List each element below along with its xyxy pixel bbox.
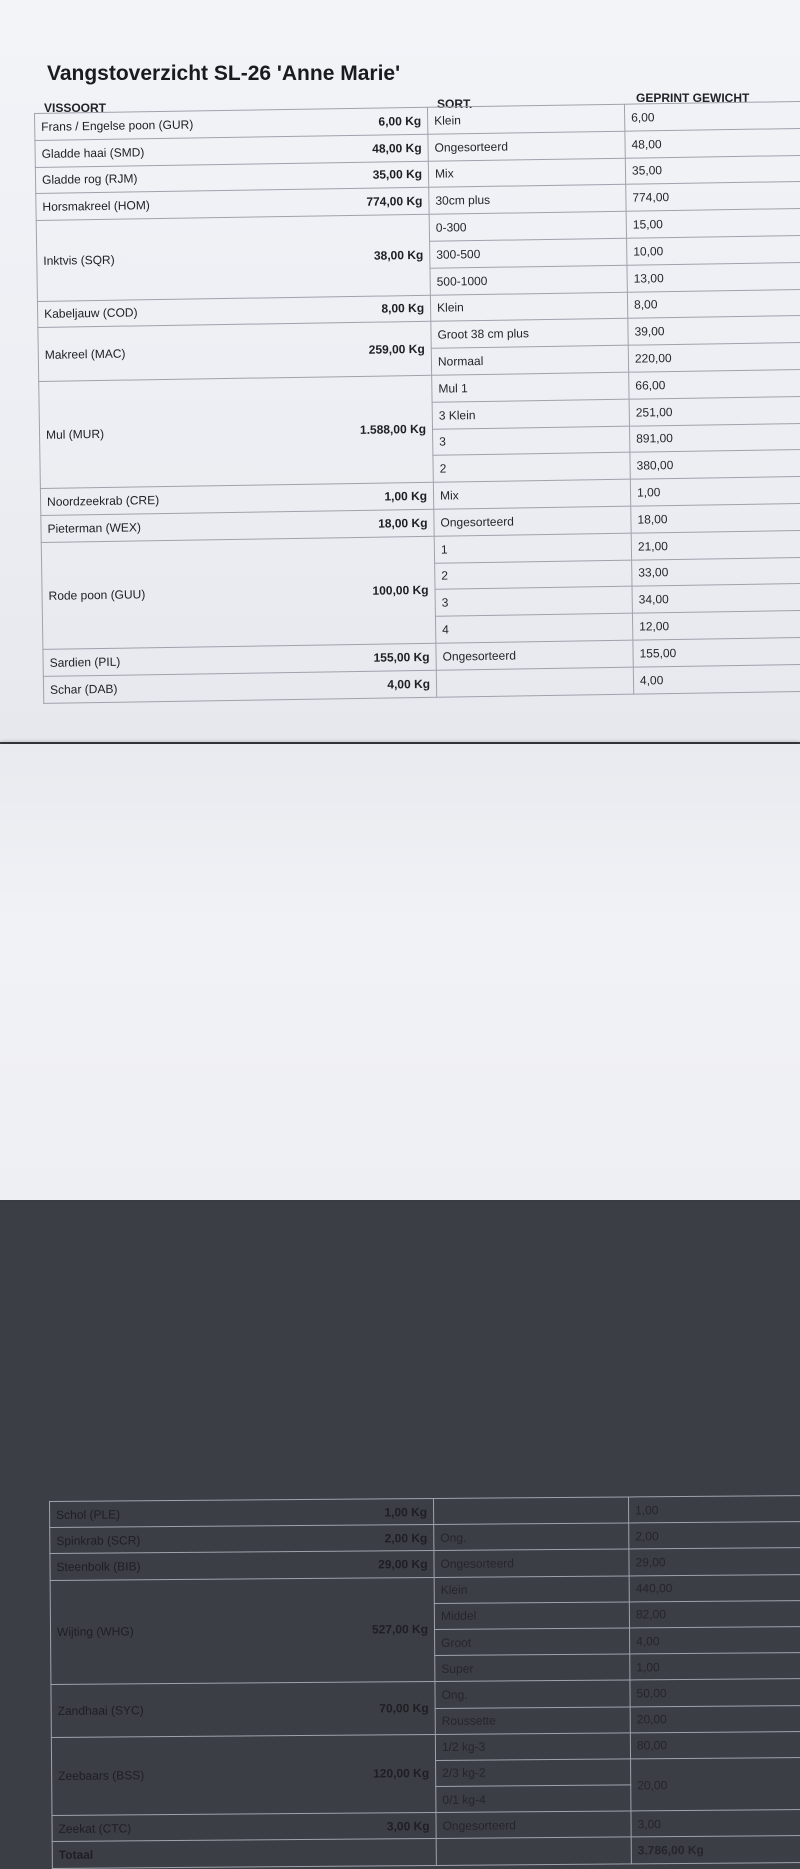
species-cell [51, 1682, 435, 1737]
printed-weight-cell: 15,00 [626, 208, 800, 238]
species-cell [50, 1525, 434, 1554]
printed-weight-cell: 50,00 [630, 1679, 800, 1707]
species-total-weight: 1.588,00 Kg [359, 421, 427, 437]
printed-weight-cell: 3,00 [631, 1810, 800, 1838]
sort-cell: 4 [435, 613, 632, 643]
sort-cell: 1 [434, 533, 631, 563]
printed-weight-cell: 6,00 [624, 101, 800, 131]
printed-weight-cell: 1,00 [628, 1495, 800, 1523]
printed-weight-cell: 35,00 [625, 155, 800, 185]
species-cell [38, 322, 432, 382]
species-name: Zeebaars (BSS) [58, 1768, 145, 1784]
species-total-weight: 6,00 Kg [378, 113, 422, 129]
species-name: Zandhaai (SYC) [57, 1703, 144, 1718]
species-cell [36, 214, 430, 301]
printed-weight-cell: 33,00 [632, 557, 800, 587]
header-sort: SORT. [437, 97, 473, 111]
species-cell [50, 1577, 435, 1685]
species-name: Frans / Engelse poon (GUR) [41, 117, 194, 134]
catch-overview-sheet-1 [0, 0, 800, 742]
printed-weight-cell: 8,00 [627, 289, 800, 319]
catch-table-part-2 [49, 1495, 800, 1869]
sort-cell: 3 [435, 587, 632, 617]
sort-cell: Roussette [435, 1706, 630, 1734]
species-total-weight: 70,00 Kg [379, 1701, 429, 1716]
species-name: Schar (DAB) [49, 681, 118, 697]
printed-weight-cell: 20,00 [631, 1757, 800, 1811]
printed-weight-cell: 12,00 [632, 610, 800, 640]
species-cell [39, 375, 434, 488]
species-name: Zeekat (CTC) [58, 1821, 132, 1836]
sort-cell: Ongesorteerd [436, 640, 633, 670]
sort-cell: 2/3 kg-2 [436, 1759, 631, 1787]
species-name: Noordzeekrab (CRE) [47, 493, 160, 509]
sort-cell: 3 Klein [432, 399, 629, 429]
sort-cell: Mul 1 [432, 372, 629, 402]
sort-cell: 3 [433, 426, 630, 456]
species-name: Horsmakreel (HOM) [42, 198, 150, 215]
header-weight: GEPRINT GEWICHT [636, 91, 750, 105]
species-cell [41, 536, 436, 649]
species-cell [43, 670, 436, 703]
species-name: Pieterman (WEX) [47, 520, 141, 536]
species-total-weight: 527,00 Kg [371, 1622, 429, 1637]
species-name: Gladde haai (SMD) [41, 144, 145, 161]
species-name: Spinkrab (SCR) [56, 1533, 141, 1548]
sort-cell: 2 [435, 560, 632, 590]
printed-weight-cell: 220,00 [628, 342, 800, 372]
printed-weight-cell: 21,00 [631, 530, 800, 560]
species-total-weight: 29,00 Kg [378, 1556, 428, 1572]
printed-weight-cell: 13,00 [627, 262, 800, 292]
sort-cell: Normaal [431, 345, 628, 375]
catch-table-part-1 [34, 101, 800, 704]
sort-cell: 1/2 kg-3 [435, 1733, 630, 1761]
printed-weight-cell: 29,00 [629, 1548, 800, 1576]
printed-weight-cell: 80,00 [630, 1731, 800, 1759]
species-total-weight: 2,00 Kg [384, 1530, 428, 1546]
species-name: Rode poon (GUU) [48, 587, 146, 603]
species-name: Schol (PLE) [56, 1507, 121, 1522]
sort-cell: Groot 38 cm plus [431, 319, 628, 349]
total-weight: 3.786,00 Kg [631, 1836, 800, 1864]
total-sort-empty [436, 1837, 631, 1865]
species-total-weight: 155,00 Kg [373, 649, 430, 665]
printed-weight-cell: 251,00 [629, 396, 800, 426]
printed-weight-cell: 2,00 [629, 1522, 800, 1550]
printed-weight-cell: 380,00 [630, 450, 800, 480]
species-total-weight: 259,00 Kg [368, 341, 425, 357]
printed-weight-cell: 440,00 [629, 1574, 800, 1602]
species-total-weight: 35,00 Kg [372, 167, 423, 183]
sort-cell: Ongesorteerd [434, 1549, 629, 1577]
species-cell [51, 1734, 436, 1816]
sort-cell: Klein [427, 104, 624, 134]
species-cell [50, 1498, 434, 1527]
species-name: Inktvis (SQR) [43, 252, 115, 268]
sort-cell: 30cm plus [429, 185, 626, 215]
species-name: Steenbolk (BIB) [56, 1559, 141, 1574]
sort-cell: 500-1000 [430, 265, 627, 295]
species-name: Wijting (WHG) [56, 1624, 134, 1640]
total-label: Totaal [52, 1839, 436, 1868]
sort-cell: 0-300 [429, 211, 626, 241]
species-total-weight: 8,00 Kg [381, 301, 425, 317]
species-name: Mul (MUR) [45, 427, 105, 442]
sort-cell: 0/1 kg-4 [436, 1785, 631, 1813]
sort-cell: Mix [433, 479, 630, 509]
sort-cell: Ong. [435, 1680, 630, 1708]
sort-cell: Middel [434, 1602, 629, 1630]
sort-cell: Ongesorteerd [428, 131, 625, 161]
sort-cell: Ongesorteerd [436, 1811, 631, 1839]
printed-weight-cell: 18,00 [631, 503, 800, 533]
catch-overview-sheet-2 [0, 744, 800, 1862]
sort-cell: Ong. [434, 1523, 629, 1551]
total-row [52, 1836, 800, 1868]
sort-cell [436, 667, 633, 697]
printed-weight-cell: 1,00 [630, 476, 800, 506]
species-total-weight: 18,00 Kg [378, 515, 428, 531]
species-total-weight: 1,00 Kg [384, 488, 428, 504]
sort-cell: 2 [433, 453, 630, 483]
printed-weight-cell: 774,00 [626, 182, 800, 212]
printed-weight-cell: 39,00 [628, 316, 800, 346]
header-species: VISSOORT [44, 101, 107, 115]
sort-cell: Klein [434, 1576, 629, 1604]
printed-weight-cell: 10,00 [627, 235, 800, 265]
sort-cell: Groot [435, 1628, 630, 1656]
sort-cell: Super [435, 1654, 630, 1682]
species-name: Gladde rog (RJM) [41, 171, 138, 188]
printed-weight-cell: 34,00 [632, 584, 800, 614]
sort-cell: Ongesorteerd [434, 506, 631, 536]
species-total-weight: 100,00 Kg [372, 582, 429, 598]
document-title: Vangstoverzicht SL-26 'Anne Marie' [47, 62, 401, 85]
species-cell [52, 1813, 436, 1842]
species-total-weight: 1,00 Kg [384, 1504, 428, 1519]
printed-weight-cell: 66,00 [629, 369, 800, 399]
printed-weight-cell: 1,00 [630, 1653, 800, 1681]
printed-weight-cell: 891,00 [629, 423, 800, 453]
printed-weight-cell: 20,00 [630, 1705, 800, 1733]
species-total-weight: 4,00 Kg [387, 676, 431, 692]
species-total-weight: 48,00 Kg [372, 140, 422, 156]
printed-weight-cell: 155,00 [633, 637, 800, 667]
sort-cell: Klein [430, 292, 627, 322]
species-total-weight: 120,00 Kg [373, 1766, 430, 1781]
species-cell [50, 1551, 434, 1580]
printed-weight-cell: 4,00 [630, 1626, 800, 1654]
species-total-weight: 38,00 Kg [373, 247, 424, 263]
species-name: Kabeljauw (COD) [44, 305, 138, 322]
printed-weight-cell: 4,00 [633, 664, 800, 694]
printed-weight-cell: 82,00 [629, 1600, 800, 1628]
sort-cell [433, 1497, 628, 1525]
printed-weight-cell: 48,00 [625, 128, 800, 158]
species-name: Sardien (PIL) [49, 654, 121, 670]
species-total-weight: 774,00 Kg [366, 194, 423, 210]
sort-cell: Mix [428, 158, 625, 188]
species-name: Makreel (MAC) [44, 346, 126, 362]
sort-cell: 300-500 [430, 238, 627, 268]
species-total-weight: 3,00 Kg [386, 1818, 430, 1834]
